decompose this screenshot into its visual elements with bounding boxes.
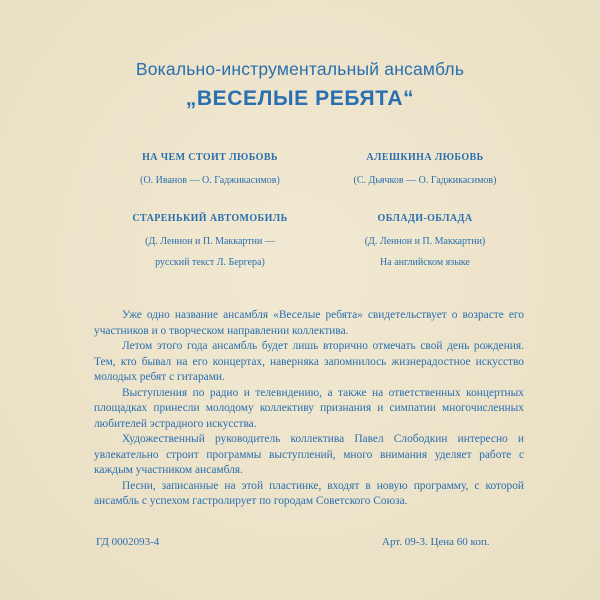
paragraph: Песни, записанные на этой пластинке, входят в новую программу, с которой ансамбль с успехом гастролирует по городам Советского Союза. xyxy=(94,479,524,507)
ensemble-name: „ВЕСЕЛЫЕ РЕБЯТА“ xyxy=(185,87,415,110)
song-credits: (С. Дьячков — О. Гаджикасимов) xyxy=(353,175,497,186)
song-note: На английском языке xyxy=(380,257,470,268)
song-note: русский текст Л. Бергера) xyxy=(155,257,265,268)
song-title: АЛЕШКИНА ЛЮБОВЬ xyxy=(366,152,484,163)
song-4 xyxy=(310,213,540,268)
paragraph: Художественный руководитель коллектива Павел Слободкин интересно и увлекательно строит программы выступлений, много внимания уделяет работе с каждым участником ансамбля. xyxy=(94,433,524,476)
song-title: НА ЧЕМ СТОИТ ЛЮБОВЬ xyxy=(142,152,278,163)
liner-notes xyxy=(94,308,524,510)
price-label: Арт. 09-3. Цена 60 коп. xyxy=(382,536,490,548)
song-credits: (О. Иванов — О. Гаджикасимов) xyxy=(140,175,280,186)
song-2 xyxy=(310,152,540,186)
song-1 xyxy=(95,152,325,186)
song-credits: (Д. Леннон и П. Маккартни — xyxy=(145,236,275,247)
paragraph: Летом этого года ансамбль будет лишь вторично отмечать свой день рождения. Тем, кто бывал на его концертах, наверняка запомнилось жизнерадостное искусство молодых ребят с гитарами. xyxy=(94,340,524,383)
song-title: СТАРЕНЬКИЙ АВТОМОБИЛЬ xyxy=(132,213,288,224)
song-title: ОБЛАДИ-ОБЛАДА xyxy=(377,213,473,224)
catalog-number: ГД 0002093-4 xyxy=(96,536,160,548)
song-credits: (Д. Леннон и П. Маккартни) xyxy=(364,236,486,247)
song-3 xyxy=(95,213,325,268)
paragraph: Уже одно название ансамбля «Веселые ребята» свидетельствует о возрасте его участников и о творческом направлении коллектива. xyxy=(94,309,524,337)
paragraph: Выступления по радио и телевидению, а также на ответственных концертных площадках принесли молодому коллективу признания и симпатии многочисленных любителей эстрадного искусства. xyxy=(94,386,524,430)
ensemble-type: Вокально-инструментальный ансамбль xyxy=(135,59,465,79)
